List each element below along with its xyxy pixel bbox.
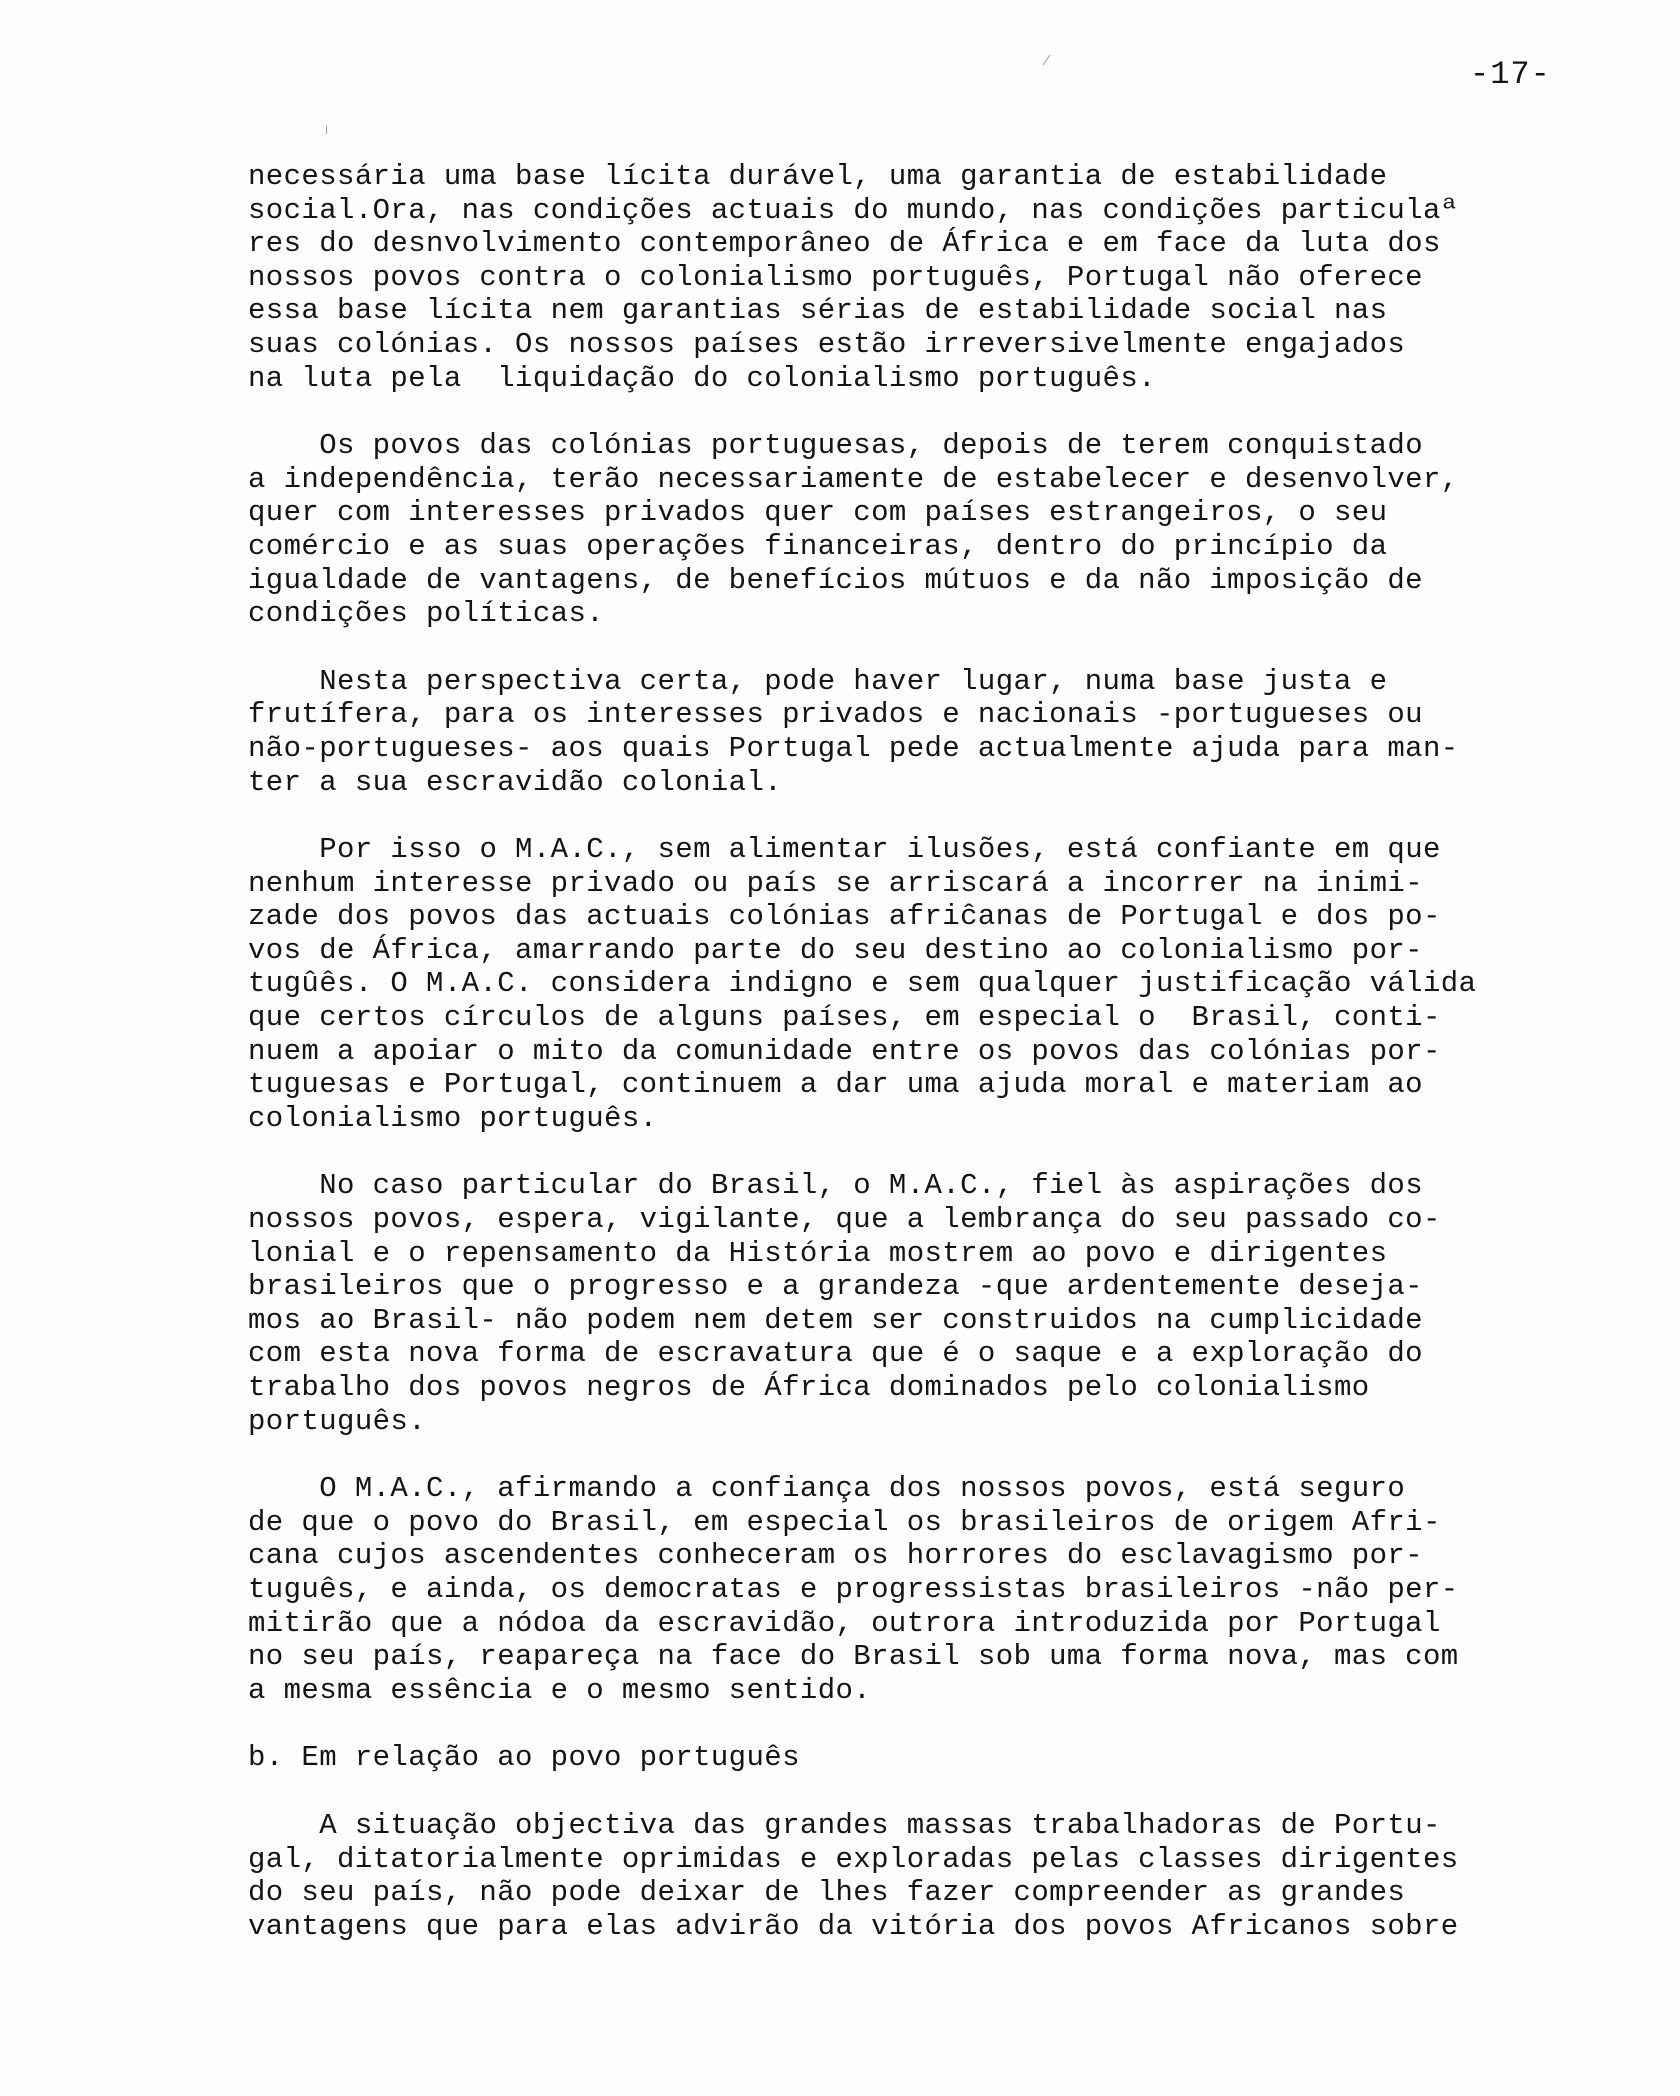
- body-text: [248, 160, 1658, 1977]
- text-line: não-portugueses- aos quais Portugal pede actualmente ajuda para man-: [248, 731, 1459, 765]
- text-line: nossos povos contra o colonialismo português, Portugal não oferece: [248, 260, 1423, 294]
- text-line: trabalho dos povos negros de África dominados pelo colonialismo: [248, 1371, 1370, 1404]
- text-line: quer com interesses privados quer com países estrangeiros, o seu: [248, 496, 1388, 530]
- text-line: ter a sua escravidão colonial.: [248, 765, 783, 799]
- text-line: a mesma essência e o mesmo sentido.: [248, 1673, 872, 1707]
- text-line: vos de África, amarrando parte do seu destino ao colonialismo por-: [248, 933, 1423, 967]
- text-line: que certos círculos de alguns países, em especial o Brasil, conti-: [248, 1001, 1441, 1035]
- text-line: O M.A.C., afirmando a confiança dos nossos povos, está seguro: [319, 1472, 1406, 1506]
- text-line: com esta nova forma de escravatura que é o saque e a exploração do: [248, 1337, 1423, 1371]
- text-line: mos ao Brasil- não podem nem detem ser construidos na cumplicidade: [248, 1303, 1423, 1337]
- text-line: mitirão que a nódoa da escravidão, outrora introduzida por Portugal: [248, 1606, 1441, 1640]
- text-line: colonialismo português.: [248, 1101, 658, 1135]
- text-line: nuem a apoiar o mito da comunidade entre os povos das colónias por-: [248, 1034, 1441, 1068]
- text-line: no seu país, reapareça na face do Brasil sob uma forma nova, mas com: [248, 1640, 1459, 1674]
- text-line: res do desnvolvimento contemporâneo de África e em face da luta dos: [248, 227, 1441, 261]
- text-line: nenhum interesse privado ou país se arriscará a incorrer na inimi-: [248, 866, 1423, 900]
- text-line: essa base lícita nem garantias sérias de estabilidade social nas: [248, 294, 1388, 328]
- text-line: na luta pela liquidação do colonialismo português.: [248, 361, 1156, 395]
- paragraph-2: [248, 429, 1658, 631]
- paragraph-3: [248, 665, 1658, 799]
- text-line: tuguesas e Portugal, continuem a dar uma ajuda moral e materiam ao: [248, 1068, 1423, 1102]
- text-line: necessária uma base lícita durável, uma garantia de estabilidade: [248, 160, 1388, 193]
- text-line: suas colónias. Os nossos países estão irreversivelmente engajados: [248, 327, 1406, 361]
- paragraph-6: [248, 1472, 1658, 1707]
- text-line: vantagens que para elas advirão da vitória dos povos Africanos sobre: [248, 1909, 1459, 1943]
- text-line: No caso particular do Brasil, o M.A.C., fiel às aspirações dos: [319, 1169, 1423, 1203]
- text-line: do seu país, não pode deixar de lhes fazer compreender as grandes: [248, 1876, 1406, 1910]
- scan-mark: [1043, 55, 1051, 65]
- text-line: brasileiros que o progresso e a grandeza -que ardentemente deseja-: [248, 1270, 1423, 1304]
- text-line: português.: [248, 1404, 427, 1438]
- text-line: A situação objectiva das grandes massas trabalhadoras de Portu-: [319, 1808, 1441, 1842]
- paragraph-5: [248, 1169, 1658, 1438]
- text-line: a independência, terão necessariamente de estabelecer e desenvolver,: [248, 462, 1459, 496]
- text-line: nossos povos, espera, vigilante, que a lembrança do seu passado co-: [248, 1203, 1441, 1237]
- text-line: Nesta perspectiva certa, pode haver lugar, numa base justa e: [319, 664, 1388, 698]
- text-line: tuguês, e ainda, os democratas e progressistas brasileiros -não per-: [248, 1572, 1459, 1606]
- paragraph-1: [248, 160, 1658, 395]
- page-number: -17-: [1470, 56, 1551, 93]
- paragraph-4: [248, 833, 1658, 1135]
- scan-mark: [326, 126, 327, 134]
- text-line: Por isso o M.A.C., sem alimentar ilusões, está confiante em que: [319, 833, 1441, 867]
- text-line: igualdade de vantagens, de benefícios mútuos e da não imposição de: [248, 563, 1423, 597]
- text-line: zade dos povos das actuais colónias afriĉanas de Portugal e dos po-: [248, 900, 1441, 934]
- section-heading: [248, 1741, 1658, 1775]
- section-heading-text: b. Em relação ao povo português: [248, 1741, 800, 1775]
- text-line: social.Ora, nas condições actuais do mundo, nas condições particulaª: [248, 193, 1459, 227]
- text-line: Os povos das colónias portuguesas, depois de terem conquistado: [319, 429, 1423, 463]
- text-line: comércio e as suas operações financeiras, dentro do princípio da: [248, 529, 1388, 563]
- text-line: lonial e o repensamento da História mostrem ao povo e dirigentes: [248, 1236, 1388, 1270]
- text-line: condições políticas.: [248, 597, 605, 631]
- paragraph-7: [248, 1809, 1658, 1943]
- text-line: gal, ditatorialmente oprimidas e exploradas pelas classes dirigentes: [248, 1842, 1459, 1876]
- text-line: de que o povo do Brasil, em especial os brasileiros de origem Afri-: [248, 1505, 1441, 1539]
- text-line: tugûês. O M.A.C. considera indigno e sem qualquer justificação válida: [248, 967, 1477, 1001]
- text-line: cana cujos ascendentes conheceram os horrores do esclavagismo por-: [248, 1539, 1423, 1573]
- text-line: frutífera, para os interesses privados e nacionais -portugueses ou: [248, 698, 1423, 732]
